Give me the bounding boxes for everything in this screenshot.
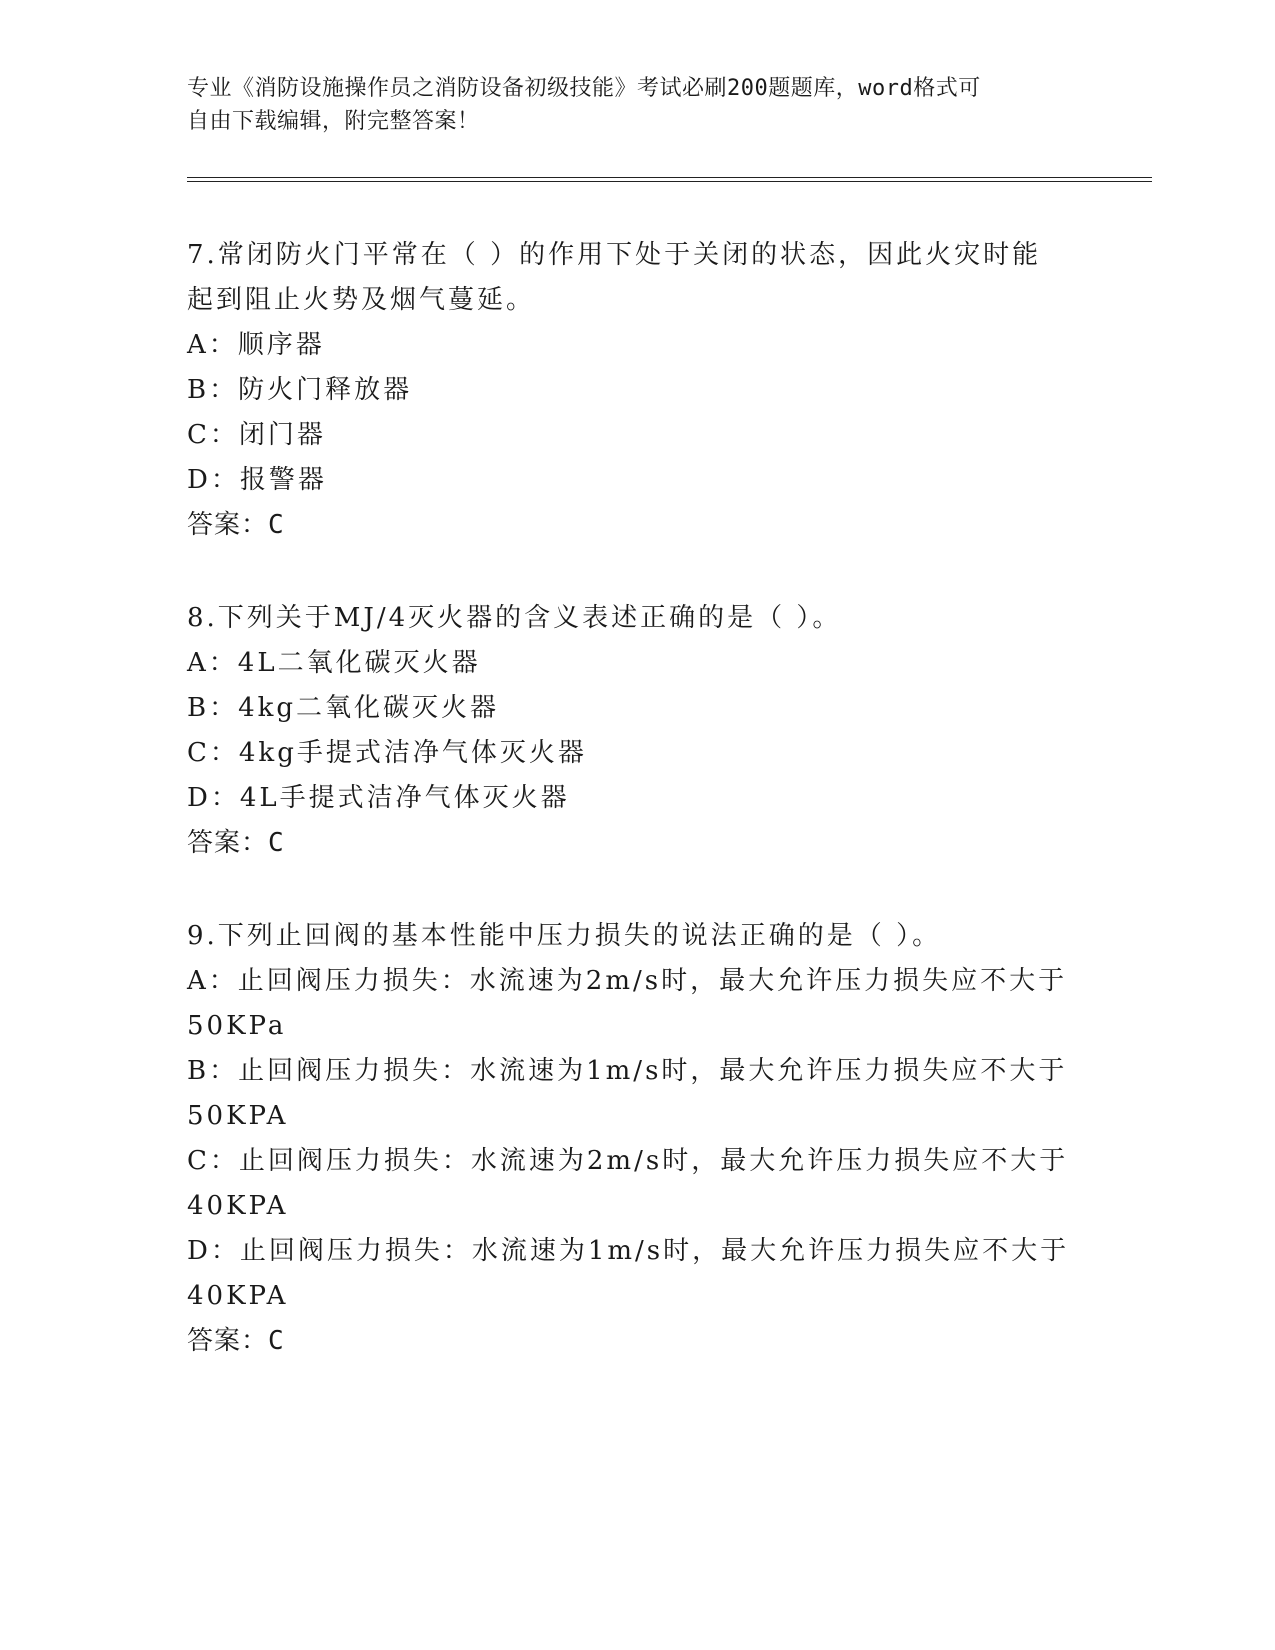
option-d-continued: 40KPA — [187, 1281, 289, 1311]
option-d: D：止回阀压力损失：水流速为1m/s时，最大允许压力损失应不大于 — [187, 1236, 1070, 1266]
question-8 — [187, 596, 1067, 866]
option-b: B：防火门释放器 — [187, 375, 413, 405]
answer-line: 答案：C — [187, 828, 285, 858]
answer-line: 答案：C — [187, 1326, 285, 1356]
option-b-continued: 50KPA — [187, 1101, 289, 1131]
option-d: D：报警器 — [187, 465, 327, 495]
question-stem-line: 7.常闭防火门平常在（ ）的作用下处于关闭的状态，因此火灾时能 — [187, 240, 1042, 270]
option-c-continued: 40KPA — [187, 1191, 289, 1221]
option-d: D：4L手提式洁净气体灭火器 — [187, 783, 570, 813]
question-7 — [187, 233, 1067, 548]
option-c: C：4kg手提式洁净气体灭火器 — [187, 738, 587, 768]
document-header — [187, 72, 1067, 138]
option-b: B：4kg二氧化碳灭火器 — [187, 693, 500, 723]
header-divider-top — [187, 177, 1152, 178]
header-line-1: 专业《消防设施操作员之消防设备初级技能》考试必刷200题题库，word格式可 — [187, 76, 981, 101]
option-a: A：顺序器 — [187, 330, 325, 360]
option-a: A：止回阀压力损失：水流速为2m/s时，最大允许压力损失应不大于 — [187, 966, 1068, 996]
option-a-continued: 50KPa — [187, 1011, 287, 1041]
question-stem-line: 8.下列关于MJ/4灭火器的含义表述正确的是（ ）。 — [187, 603, 842, 633]
question-9 — [187, 914, 1070, 1364]
answer-line: 答案：C — [187, 510, 285, 540]
option-b: B：止回阀压力损失：水流速为1m/s时，最大允许压力损失应不大于 — [187, 1056, 1068, 1086]
header-divider-bottom — [187, 181, 1152, 182]
option-c: C：闭门器 — [187, 420, 326, 450]
header-line-2: 自由下载编辑，附完整答案！ — [187, 109, 480, 134]
question-stem-line: 起到阻止火势及烟气蔓延。 — [187, 285, 536, 315]
option-a: A：4L二氧化碳灭火器 — [187, 648, 481, 678]
option-c: C：止回阀压力损失：水流速为2m/s时，最大允许压力损失应不大于 — [187, 1146, 1069, 1176]
question-stem-line: 9.下列止回阀的基本性能中压力损失的说法正确的是（ ）。 — [187, 921, 942, 951]
